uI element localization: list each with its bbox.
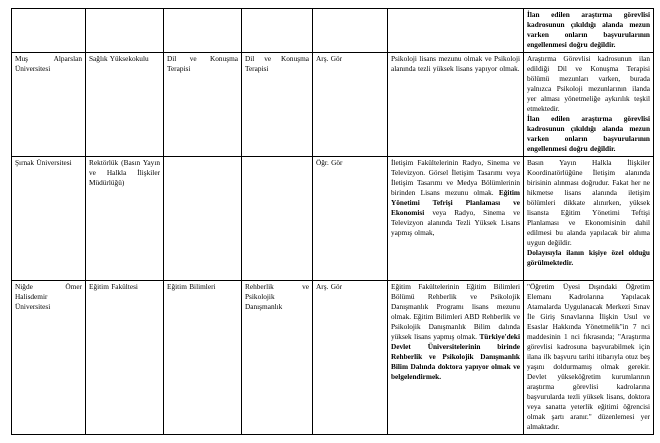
university-name: Muş Alparslan Üniversitesi xyxy=(15,54,82,73)
unit-name: Eğitim Fakültesi xyxy=(89,282,138,291)
department-name: Dil ve Konuşma Terapisi xyxy=(167,54,238,73)
requirements-text-bold: Türkiye'deki Devlet Üniversitelerinin birinde Rehberlik ve Psikolojik Danışmanlık Bilim Dalında doktora yapıyor olmak ve belgelendirmek. xyxy=(391,332,520,381)
cell-department xyxy=(164,9,242,53)
requirements-text xyxy=(391,158,520,238)
evaluation-text: Basın Yayın Halkla İlişkiler Koordinatörlüğüne İletişim alanında birisinin alınması doğrudur. Fakat her ne hikmetse lisans alanında iletişim bölümleri dikkate alınırken, yüksek lisansta Eğitim Yönetimi Teftişi Planlaması ve Ekonomisinin dahil edilmesi bu alanda yapılacak bir alıma uygun değildir. xyxy=(527,158,650,247)
cell-program xyxy=(242,53,313,157)
requirements-text-bold: Eğitim Yönetimi Tefrişi Planlaması ve Ekonomisi xyxy=(391,188,520,217)
cell-position xyxy=(313,53,388,157)
requirements-text-pre: Eğitim Fakültelerinin Eğitim Bilimleri Bölümü Rehberlik ve Psikolojik Danışmanlık Programı lisans mezunu olmak. Eğitim Bilimleri ABD Rehberlik ve Psikolojik Danışmanlık Bilim dalında yüksek lisans yapmış olmak. xyxy=(391,282,520,341)
requirements-text: Psikoloji lisans mezunu olmak ve Psikoloji alanında tezli yüksek lisans yapıyor olmak. xyxy=(391,54,520,73)
university-name: Şırnak Üniversitesi xyxy=(15,158,72,167)
cell-department xyxy=(164,157,242,281)
cell-evaluation xyxy=(524,9,654,53)
cell-unit xyxy=(86,9,164,53)
cell-program xyxy=(242,157,313,281)
evaluation-bold-note: Dolayısıyla ilanın kişiye özel olduğu görülmektedir. xyxy=(527,248,650,267)
cell-position xyxy=(313,9,388,53)
cell-requirements xyxy=(388,157,524,281)
evaluation-text: Araştırma Görevlisi kadrosunun ilan edildiği Dil ve Konuşma Terapisi bölümü mezunları varken, burada yalnızca Psikoloji mezunlarının ilanda yer alması yönetmeliğe aykırılık teşkil etmektedir. xyxy=(527,54,650,113)
program-name: Dil ve Konuşma Terapisi xyxy=(245,54,309,73)
position-label: Arş. Gör xyxy=(316,282,343,291)
cell-evaluation xyxy=(524,157,654,281)
table-row-continuation xyxy=(12,9,654,53)
requirements-text-post: veya Radyo, Sinema ve Televizyon alanında Tezli Yüksek Lisans yapmış olmak, xyxy=(391,208,520,237)
cell-requirements xyxy=(388,281,524,435)
cell-requirements xyxy=(388,9,524,53)
cell-program xyxy=(242,9,313,53)
cell-evaluation xyxy=(524,53,654,157)
evaluation-bold-note: İlan edilen araştırma görevlisi kadrosunun çıkıldığı alanda mezun varken onların başvurularının engellenmesi doğru değildir. xyxy=(527,10,650,49)
unit-name: Sağlık Yüksekokulu xyxy=(89,54,149,63)
unit-name: Rektörlük (Basın Yayın ve Halkla İlişkiler Müdürlüğü) xyxy=(89,158,160,187)
cell-university xyxy=(12,157,86,281)
table-row-mus-alparslan xyxy=(12,53,654,157)
cell-program xyxy=(242,281,313,435)
position-label: Arş. Gör xyxy=(316,54,343,63)
requirements-text xyxy=(391,282,520,382)
evaluation-table xyxy=(11,8,654,435)
cell-university xyxy=(12,9,86,53)
cell-unit xyxy=(86,157,164,281)
cell-evaluation xyxy=(524,281,654,435)
table-row-nigde xyxy=(12,281,654,435)
evaluation-bold-note: İlan edilen araştırma görevlisi kadrosunun çıkıldığı alanda mezun varken onların başvurularının engellenmesi doğru değildir. xyxy=(527,114,650,153)
university-name: Niğde Ömer Halisdemir Üniversitesi xyxy=(15,282,82,311)
cell-position xyxy=(313,281,388,435)
cell-university xyxy=(12,53,86,157)
department-name: Eğitim Bilimleri xyxy=(167,282,216,291)
cell-department xyxy=(164,53,242,157)
evaluation-text: "Öğretim Üyesi Dışındaki Öğretim Elemanı Kadrolarına Yapılacak Atamalarda Uygulanacak Merkezi Sınav İle Giriş Sınavlarına İlişkin Usul ve Esaslar Hakkında Yönetmelik"in 7 nci maddesinin 1 nci fıkrasında; "Araştırma görevlisi kadrosuna başvurabilmek için ilana ilk başvuru tarihi itibarıyla otuz beş yaşını doldurmamış olmak gerekir. Devlet yükseköğretim kurumlarının araştırma görevlisi kadrolarına başvurularda tezli yüksek lisans, doktora veya sanatta yeterlik eğitimi öğrencisi olmak şartı aranır." düzenlemesi yer almaktadır. xyxy=(527,282,650,431)
cell-department xyxy=(164,281,242,435)
cell-university xyxy=(12,281,86,435)
program-name: Rehberlik ve Psikolojik Danışmanlık xyxy=(245,282,309,311)
cell-position xyxy=(313,157,388,281)
requirements-text-pre: İletişim Fakültelerinin Radyo, Sinema ve Televizyon. Görsel İletişim Tasarımı veya İletişim Tasarımı ve Medya Bölümlerinin birinden Lisans mezunu olmak. xyxy=(391,158,520,197)
cell-requirements xyxy=(388,53,524,157)
table-row-sirnak xyxy=(12,157,654,281)
cell-unit xyxy=(86,53,164,157)
cell-unit xyxy=(86,281,164,435)
position-label: Öğr. Gör xyxy=(316,158,343,167)
